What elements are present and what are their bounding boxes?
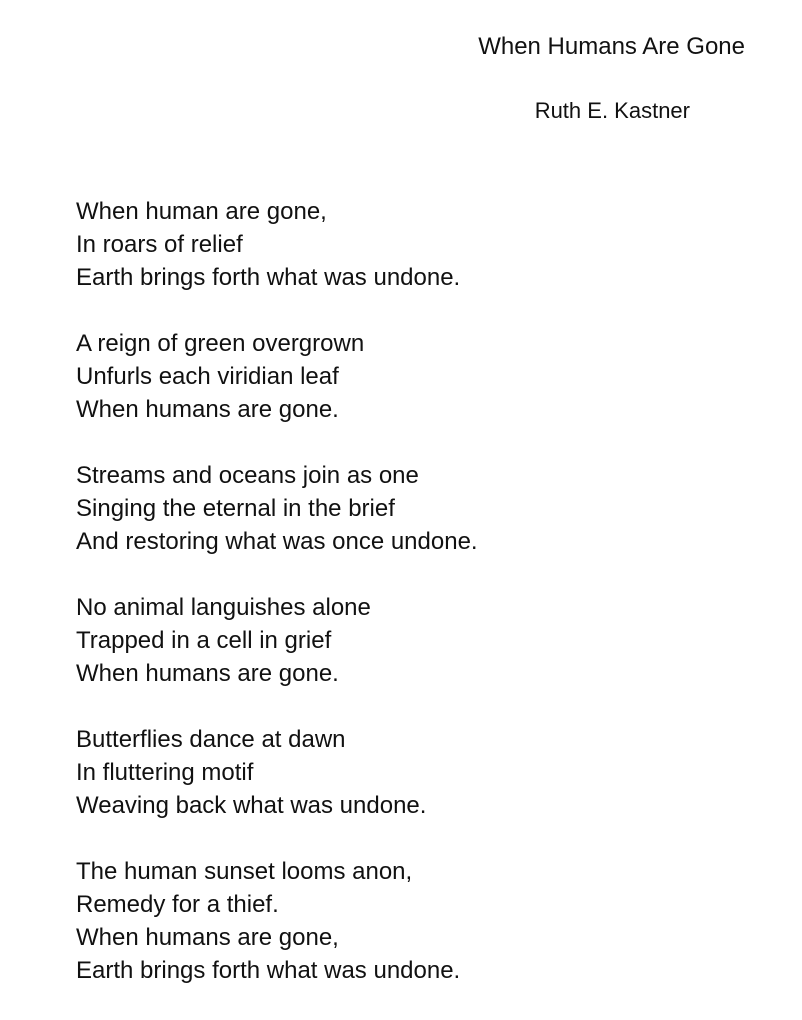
poem-line: Weaving back what was undone. xyxy=(76,792,427,819)
poem-line: Streams and oceans join as one xyxy=(76,462,419,489)
poem-line: Remedy for a thief. xyxy=(76,891,279,918)
poem-line: Unfurls each viridian leaf xyxy=(76,363,339,390)
poem-line: Butterflies dance at dawn xyxy=(76,726,346,753)
poem-body xyxy=(76,195,776,1020)
poem-line: When humans are gone. xyxy=(76,660,339,687)
poem-author: Ruth E. Kastner xyxy=(534,98,690,123)
poem-line: In fluttering motif xyxy=(76,759,254,786)
poem-line: When humans are gone. xyxy=(76,396,339,423)
poem-line: A reign of green overgrown xyxy=(76,330,365,357)
poem-line: When human are gone, xyxy=(76,198,327,225)
poem-line: Singing the eternal in the brief xyxy=(76,495,395,522)
poem-line: When humans are gone, xyxy=(76,924,339,951)
poem-line: No animal languishes alone xyxy=(76,594,371,621)
poem-line: Trapped in a cell in grief xyxy=(76,627,332,654)
stanza xyxy=(76,591,776,690)
stanza xyxy=(76,327,776,426)
poem-line: And restoring what was once undone. xyxy=(76,528,478,555)
stanza xyxy=(76,459,776,558)
stanza xyxy=(76,195,776,294)
poem-line: The human sunset looms anon, xyxy=(76,858,413,885)
stanza xyxy=(76,855,776,987)
stanza xyxy=(76,723,776,822)
poem-line: Earth brings forth what was undone. xyxy=(76,264,461,291)
poem-line: Earth brings forth what was undone. xyxy=(76,957,461,984)
poem-line: In roars of relief xyxy=(76,231,243,258)
poem-title: When Humans Are Gone xyxy=(478,33,745,60)
